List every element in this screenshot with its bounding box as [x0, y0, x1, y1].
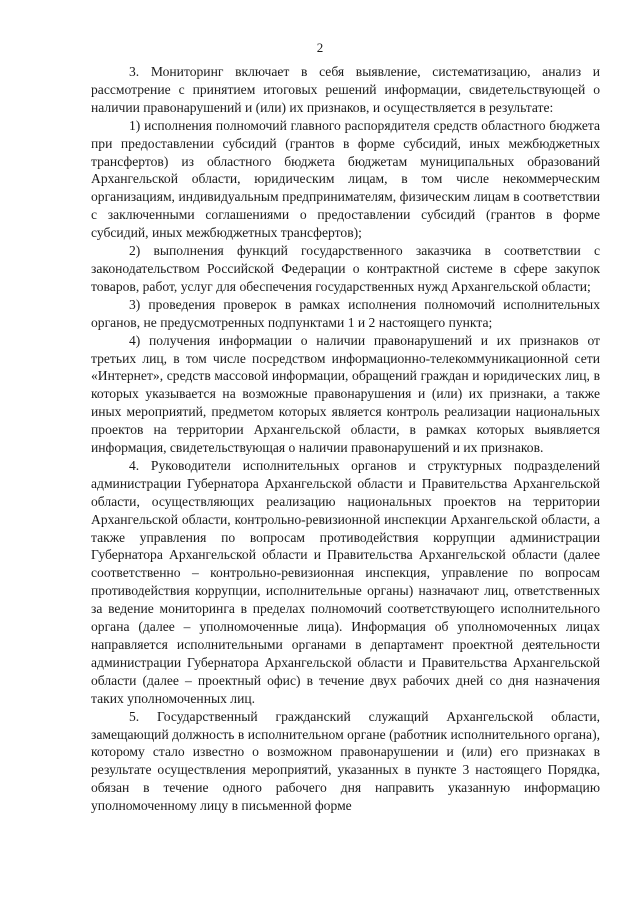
document-body — [91, 63, 600, 815]
paragraph-subitem-3: 3) проведения проверок в рамках исполнения полномочий исполнительных органов, не предусмотренных подпунктами 1 и 2 настоящего пункта; — [91, 296, 600, 330]
paragraph-subitem-4: 4) получения информации о наличии правонарушений и их признаков от третьих лиц, в том числе посредством информационно-телекоммуникационной сети «Интернет», средств массовой информации, обращений граждан и юридических лиц, в которых указывается на возможные правонарушения и (или) их признаки, а также иных мероприятий, предметом которых является контроль реализации национальных проектов на территории Архангельской области, в рамках которых выявляется информация, свидетельствующая о наличии правонарушений и их признаков. — [91, 332, 600, 456]
paragraph-item-5: 5. Государственный гражданский служащий Архангельской области, замещающий должность в исполнительном органе (работник исполнительного органа), которому стало известно о возможном правонарушении и (или) его признаках в результате осуществления мероприятий, указанных в пункте 3 настоящего Порядка, обязан в течение одного рабочего дня направить указанную информацию уполномоченному лицу в письменной форме — [91, 708, 600, 814]
paragraph-subitem-2: 2) выполнения функций государственного заказчика в соответствии с законодательством Российской Федерации о контрактной системе в сфере закупок товаров, работ, услуг для обеспечения государственных нужд Архангельской области; — [91, 243, 600, 294]
page-number: 2 — [316, 40, 324, 55]
paragraph-item-4: 4. Руководители исполнительных органов и структурных подразделений администрации Губернатора Архангельской области и Правительства Архангельской области, осуществляющих реализацию национальных проектов на территории Архангельской области, контрольно-ревизионной инспекции Архангельской области, а также управления по вопросам противодействия коррупции администрации Губернатора Архангельской области и Правительства Архангельской области (далее соответственно – контрольно-ревизионная инспекция, управление по вопросам противодействия коррупции, исполнительные органы) назначают лиц, ответственных за ведение мониторинга в пределах полномочий соответствующего исполнительного органа (далее – уполномоченные лица). Информация об уполномоченных лицах направляется исполнительными органами в департамент проектной деятельности администрации Губернатора Архангельской области и Правительства Архангельской области (далее – проектный офис) в течение двух рабочих дней со дня назначения таких уполномоченных лиц. — [91, 457, 600, 706]
paragraph-subitem-1: 1) исполнения полномочий главного распорядителя средств областного бюджета при предоставлении субсидий (грантов в форме субсидий, иных межбюджетных трансфертов) из областного бюджета бюджетам муниципальных образований Архангельской области, юридическим лицам, в том числе некоммерческим организациям, индивидуальным предпринимателям, физическим лицам в соответствии с заключенными соглашениями о предоставлении субсидий (грантов в форме субсидий, иных межбюджетных трансфертов); — [91, 117, 600, 241]
paragraph-item-3: 3. Мониторинг включает в себя выявление, систематизацию, анализ и рассмотрение с принятием итоговых решений информации, свидетельствующей о наличии правонарушений и (или) их признаков, и осуществляется в результате: — [91, 64, 600, 115]
